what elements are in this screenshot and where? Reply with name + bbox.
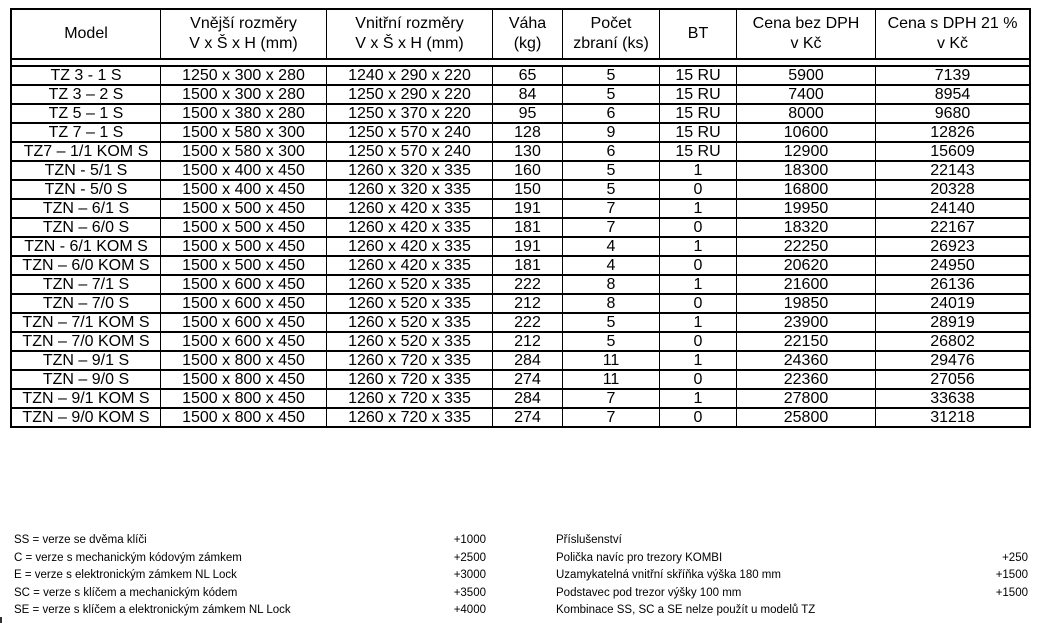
cell-model: TZN - 6/1 KOM S: [12, 236, 161, 255]
cell-weight: 274: [493, 369, 563, 388]
table-row: [12, 122, 1029, 141]
table-row: [12, 388, 1029, 407]
cell-outer-dimensions: 1500 x 800 x 450: [161, 407, 327, 426]
cell-gun-count: 5: [563, 65, 660, 84]
header-weight-line: (kg): [513, 35, 542, 52]
cell-inner-dimensions: 1250 x 570 x 240: [327, 122, 493, 141]
header-gun-count-line: zbraní (ks): [573, 35, 649, 52]
cell-inner-dimensions: 1250 x 370 x 220: [327, 103, 493, 122]
cell-price-vat: 9680: [876, 103, 1029, 122]
table-row: [12, 407, 1029, 426]
cell-model: TZN – 9/0 S: [12, 369, 161, 388]
cell-model: TZ 5 – 1 S: [12, 103, 161, 122]
cell-model: TZN – 7/1 S: [12, 274, 161, 293]
cell-gun-count: 7: [563, 407, 660, 426]
cell-model: TZ 3 - 1 S: [12, 65, 161, 84]
cell-bt: 0: [660, 369, 737, 388]
cell-inner-dimensions: 1260 x 520 x 335: [327, 312, 493, 331]
cell-model: TZN – 6/0 S: [12, 217, 161, 236]
cell-model: TZ7 – 1/1 KOM S: [12, 141, 161, 160]
cell-bt: 15 RU: [660, 122, 737, 141]
note-text: Polička navíc pro trezory KOMBI: [556, 551, 723, 564]
cell-bt: 1: [660, 236, 737, 255]
cell-inner-dimensions: 1260 x 720 x 335: [327, 350, 493, 369]
table-row: [12, 350, 1029, 369]
cell-outer-dimensions: 1500 x 600 x 450: [161, 293, 327, 312]
cell-outer-dimensions: 1500 x 400 x 450: [161, 160, 327, 179]
cell-gun-count: 7: [563, 217, 660, 236]
cell-inner-dimensions: 1260 x 420 x 335: [327, 255, 493, 274]
table-row: [12, 65, 1029, 84]
note-text: Kombinace SS, SC a SE nelze použít u modelů TZ: [556, 604, 816, 616]
note-text: SS = verze se dvěma klíči: [14, 534, 147, 546]
header-inner-dimensions-line: Vnitřní rozměry: [355, 15, 464, 32]
header-outer-dimensions-line: Vnější rozměry: [190, 15, 297, 32]
cell-outer-dimensions: 1500 x 600 x 450: [161, 274, 327, 293]
table-row: [12, 160, 1029, 179]
header-price-vat-line: Cena s DPH 21 %: [887, 15, 1018, 32]
cell-bt: 1: [660, 350, 737, 369]
cell-outer-dimensions: 1500 x 580 x 300: [161, 122, 327, 141]
cell-price-no-vat: 18300: [737, 160, 876, 179]
cell-weight: 65: [493, 65, 563, 84]
cell-price-vat: 22143: [876, 160, 1029, 179]
cell-outer-dimensions: 1500 x 500 x 450: [161, 217, 327, 236]
header-price-vat-line: v Kč: [936, 35, 969, 52]
cell-price-vat: 20328: [876, 179, 1029, 198]
cell-bt: 15 RU: [660, 65, 737, 84]
cell-price-no-vat: 10600: [737, 122, 876, 141]
table-row: [12, 331, 1029, 350]
price-table-frame: [10, 8, 1031, 428]
cell-outer-dimensions: 1500 x 400 x 450: [161, 179, 327, 198]
cell-outer-dimensions: 1500 x 800 x 450: [161, 369, 327, 388]
cell-inner-dimensions: 1260 x 420 x 335: [327, 217, 493, 236]
note-row: [14, 585, 486, 603]
cell-price-no-vat: 19950: [737, 198, 876, 217]
cell-bt: 15 RU: [660, 103, 737, 122]
note-row: [14, 532, 486, 550]
header-outer-dimensions-line: V x Š x H (mm): [189, 35, 298, 52]
price-table: [12, 10, 1029, 426]
cell-weight: 222: [493, 274, 563, 293]
table-row: [12, 198, 1029, 217]
cell-outer-dimensions: 1500 x 580 x 300: [161, 141, 327, 160]
cell-inner-dimensions: 1250 x 290 x 220: [327, 84, 493, 103]
cell-model: TZN – 6/0 KOM S: [12, 255, 161, 274]
cell-weight: 274: [493, 407, 563, 426]
cell-outer-dimensions: 1500 x 500 x 450: [161, 198, 327, 217]
table-row: [12, 141, 1029, 160]
cell-price-vat: 22167: [876, 217, 1029, 236]
cell-bt: 1: [660, 160, 737, 179]
accessories-notes: [556, 532, 1028, 620]
cell-price-vat: 24950: [876, 255, 1029, 274]
header-price-no-vat: [737, 10, 876, 60]
table-row: [12, 179, 1029, 198]
header-gun-count-line: Počet: [590, 15, 632, 32]
cell-inner-dimensions: 1260 x 520 x 335: [327, 331, 493, 350]
cell-weight: 84: [493, 84, 563, 103]
cell-gun-count: 7: [563, 388, 660, 407]
cell-inner-dimensions: 1260 x 520 x 335: [327, 274, 493, 293]
cell-weight: 222: [493, 312, 563, 331]
cell-weight: 212: [493, 293, 563, 312]
cell-gun-count: 7: [563, 198, 660, 217]
header-inner-dimensions: [327, 10, 493, 60]
cell-bt: 1: [660, 312, 737, 331]
cell-model: TZN – 7/1 KOM S: [12, 312, 161, 331]
table-row: [12, 236, 1029, 255]
cell-gun-count: 11: [563, 369, 660, 388]
cell-inner-dimensions: 1240 x 290 x 220: [327, 65, 493, 84]
table-row: [12, 255, 1029, 274]
note-text: Příslušenství: [556, 534, 622, 546]
cell-bt: 0: [660, 331, 737, 350]
cell-weight: 95: [493, 103, 563, 122]
cell-model: TZN – 9/1 KOM S: [12, 388, 161, 407]
cell-outer-dimensions: 1500 x 800 x 450: [161, 350, 327, 369]
cell-gun-count: 5: [563, 160, 660, 179]
cell-weight: 212: [493, 331, 563, 350]
cell-price-no-vat: 22250: [737, 236, 876, 255]
cell-price-vat: 26923: [876, 236, 1029, 255]
cell-price-vat: 33638: [876, 388, 1029, 407]
note-price: +3000: [453, 569, 486, 581]
note-text: SE = verze s klíčem a elektronickým zámkem NL Lock: [14, 604, 291, 616]
header-inner-dimensions-line: V x Š x H (mm): [355, 35, 464, 52]
cell-gun-count: 8: [563, 293, 660, 312]
cell-price-vat: 15609: [876, 141, 1029, 160]
cell-weight: 150: [493, 179, 563, 198]
table-body: [12, 60, 1029, 426]
note-text: C = verze s mechanickým kódovým zámkem: [14, 551, 242, 564]
table-row: [12, 103, 1029, 122]
cell-bt: 15 RU: [660, 141, 737, 160]
cell-model: TZN – 9/0 KOM S: [12, 407, 161, 426]
cell-bt: 1: [660, 274, 737, 293]
version-options-notes: [14, 532, 486, 620]
cell-outer-dimensions: 1500 x 380 x 280: [161, 103, 327, 122]
cell-inner-dimensions: 1260 x 420 x 335: [327, 198, 493, 217]
cell-inner-dimensions: 1260 x 720 x 335: [327, 407, 493, 426]
cell-price-vat: 28919: [876, 312, 1029, 331]
cell-price-no-vat: 22150: [737, 331, 876, 350]
edge-mark: [0, 617, 2, 623]
cell-weight: 191: [493, 236, 563, 255]
cell-price-vat: 24019: [876, 293, 1029, 312]
cell-bt: 15 RU: [660, 84, 737, 103]
cell-outer-dimensions: 1500 x 600 x 450: [161, 312, 327, 331]
cell-price-no-vat: 22360: [737, 369, 876, 388]
cell-outer-dimensions: 1500 x 300 x 280: [161, 84, 327, 103]
table-row: [12, 84, 1029, 103]
note-price: +4000: [453, 604, 486, 616]
cell-bt: 1: [660, 388, 737, 407]
cell-bt: 0: [660, 293, 737, 312]
cell-weight: 128: [493, 122, 563, 141]
cell-inner-dimensions: 1260 x 520 x 335: [327, 293, 493, 312]
table-row: [12, 312, 1029, 331]
cell-bt: 0: [660, 217, 737, 236]
table-row: [12, 274, 1029, 293]
header-price-no-vat-line: Cena bez DPH: [752, 15, 860, 32]
cell-model: TZ 3 – 2 S: [12, 84, 161, 103]
cell-gun-count: 6: [563, 103, 660, 122]
cell-price-vat: 26802: [876, 331, 1029, 350]
note-text: Podstavec pod trezor výšky 100 mm: [556, 586, 742, 599]
cell-gun-count: 5: [563, 84, 660, 103]
table-row: [12, 369, 1029, 388]
header-price-no-vat-line: v Kč: [790, 35, 822, 52]
cell-outer-dimensions: 1500 x 800 x 450: [161, 388, 327, 407]
cell-bt: 0: [660, 179, 737, 198]
cell-price-no-vat: 7400: [737, 84, 876, 103]
cell-inner-dimensions: 1260 x 720 x 335: [327, 388, 493, 407]
note-price: +250: [1002, 551, 1028, 564]
cell-inner-dimensions: 1260 x 720 x 335: [327, 369, 493, 388]
cell-outer-dimensions: 1250 x 300 x 280: [161, 65, 327, 84]
note-row: [556, 567, 1028, 585]
note-row: [14, 602, 486, 620]
table-row: [12, 293, 1029, 312]
header-model-line: Model: [64, 25, 108, 42]
note-row: [556, 532, 1028, 550]
cell-weight: 181: [493, 255, 563, 274]
note-price: +2500: [453, 551, 486, 564]
cell-outer-dimensions: 1500 x 500 x 450: [161, 255, 327, 274]
note-price: +1000: [453, 534, 486, 546]
cell-price-vat: 24140: [876, 198, 1029, 217]
cell-inner-dimensions: 1250 x 570 x 240: [327, 141, 493, 160]
cell-price-no-vat: 24360: [737, 350, 876, 369]
cell-price-no-vat: 20620: [737, 255, 876, 274]
note-text: SC = verze s klíčem a mechanickým kódem: [14, 586, 238, 599]
cell-model: TZN - 5/1 S: [12, 160, 161, 179]
cell-outer-dimensions: 1500 x 600 x 450: [161, 331, 327, 350]
cell-price-vat: 29476: [876, 350, 1029, 369]
note-price: +1500: [995, 569, 1028, 581]
cell-price-vat: 7139: [876, 65, 1029, 84]
header-bt-line: BT: [687, 25, 709, 42]
cell-bt: 0: [660, 407, 737, 426]
cell-model: TZN – 6/1 S: [12, 198, 161, 217]
note-row: [556, 550, 1028, 568]
table-row: [12, 217, 1029, 236]
cell-price-no-vat: 12900: [737, 141, 876, 160]
cell-bt: 0: [660, 255, 737, 274]
note-row: [556, 602, 1028, 620]
cell-price-no-vat: 21600: [737, 274, 876, 293]
cell-gun-count: 4: [563, 236, 660, 255]
cell-price-vat: 12826: [876, 122, 1029, 141]
header-weight-line: Váha: [508, 15, 547, 32]
note-row: [14, 550, 486, 568]
cell-weight: 181: [493, 217, 563, 236]
cell-gun-count: 11: [563, 350, 660, 369]
header-price-vat: [876, 10, 1029, 60]
cell-model: TZN – 7/0 KOM S: [12, 331, 161, 350]
cell-weight: 191: [493, 198, 563, 217]
cell-gun-count: 8: [563, 274, 660, 293]
note-text: E = verze s elektronickým zámkem NL Lock: [14, 569, 237, 581]
cell-inner-dimensions: 1260 x 420 x 335: [327, 236, 493, 255]
note-row: [556, 585, 1028, 603]
cell-price-vat: 26136: [876, 274, 1029, 293]
cell-price-no-vat: 8000: [737, 103, 876, 122]
cell-price-no-vat: 5900: [737, 65, 876, 84]
cell-inner-dimensions: 1260 x 320 x 335: [327, 179, 493, 198]
cell-model: TZN – 9/1 S: [12, 350, 161, 369]
cell-price-no-vat: 18320: [737, 217, 876, 236]
header-bt: [660, 10, 737, 60]
cell-price-no-vat: 25800: [737, 407, 876, 426]
cell-price-no-vat: 23900: [737, 312, 876, 331]
note-row: [14, 567, 486, 585]
cell-gun-count: 9: [563, 122, 660, 141]
cell-inner-dimensions: 1260 x 320 x 335: [327, 160, 493, 179]
header-weight: [493, 10, 563, 60]
cell-gun-count: 4: [563, 255, 660, 274]
note-price: +1500: [995, 586, 1028, 599]
cell-model: TZN – 7/0 S: [12, 293, 161, 312]
header-outer-dimensions: [161, 10, 327, 60]
cell-weight: 284: [493, 350, 563, 369]
cell-gun-count: 5: [563, 179, 660, 198]
cell-price-no-vat: 27800: [737, 388, 876, 407]
note-price: +3500: [453, 586, 486, 599]
cell-price-vat: 27056: [876, 369, 1029, 388]
cell-outer-dimensions: 1500 x 500 x 450: [161, 236, 327, 255]
cell-weight: 160: [493, 160, 563, 179]
cell-weight: 130: [493, 141, 563, 160]
cell-weight: 284: [493, 388, 563, 407]
table-header-row: [12, 10, 1029, 60]
cell-price-vat: 31218: [876, 407, 1029, 426]
header-model: [12, 10, 161, 60]
cell-price-vat: 8954: [876, 84, 1029, 103]
cell-gun-count: 5: [563, 312, 660, 331]
cell-gun-count: 6: [563, 141, 660, 160]
cell-bt: 1: [660, 198, 737, 217]
cell-price-no-vat: 16800: [737, 179, 876, 198]
cell-price-no-vat: 19850: [737, 293, 876, 312]
cell-model: TZN - 5/0 S: [12, 179, 161, 198]
cell-model: TZ 7 – 1 S: [12, 122, 161, 141]
header-gun-count: [563, 10, 660, 60]
cell-gun-count: 5: [563, 331, 660, 350]
note-text: Uzamykatelná vnitřní skříňka výška 180 mm: [556, 569, 781, 581]
